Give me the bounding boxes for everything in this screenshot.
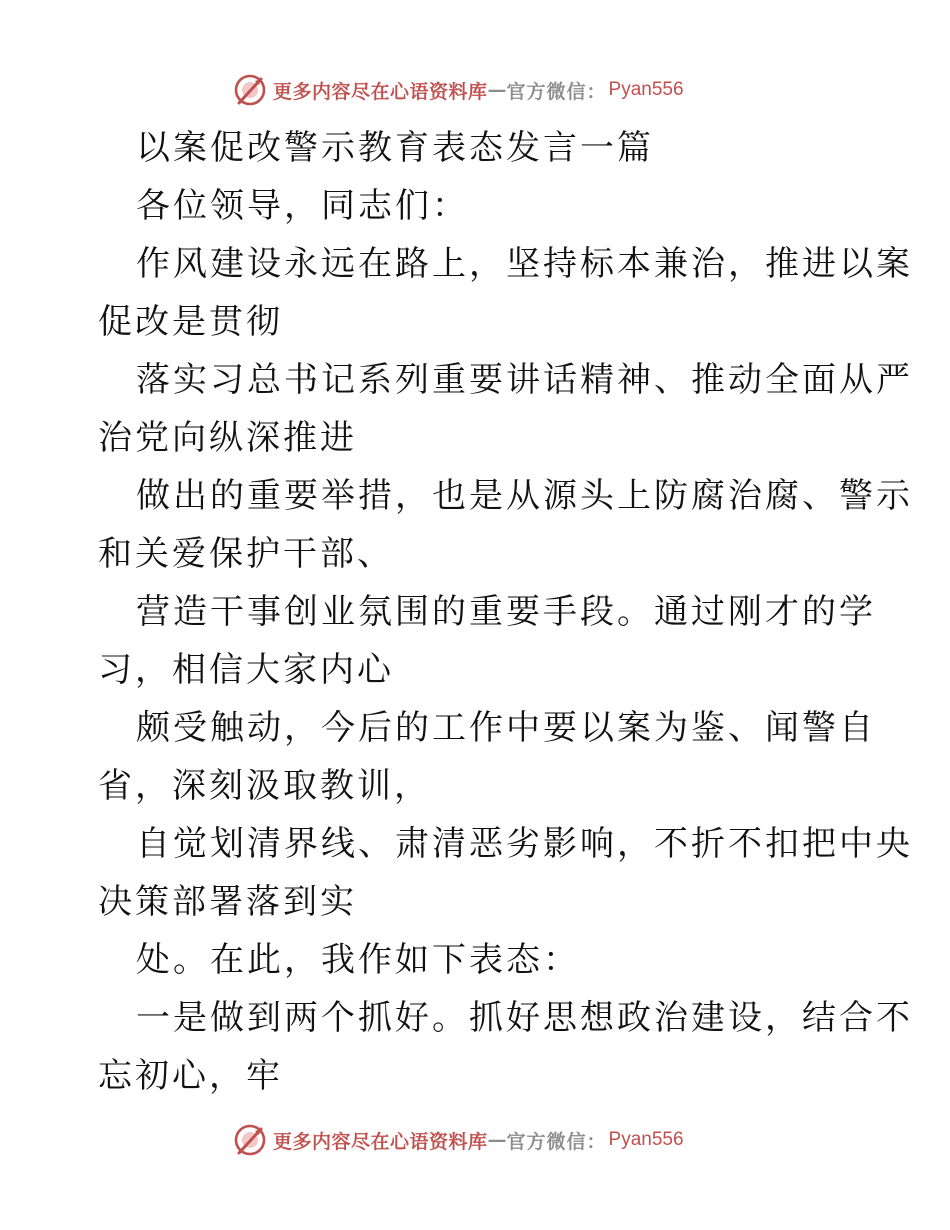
footer-watermark-banner xyxy=(233,1122,684,1158)
paragraph-6-line-2: 决策部署落到实 xyxy=(98,882,357,922)
salutation: 各位领导，同志们： xyxy=(136,186,469,226)
paragraph-4-line-1: 营造干事创业氛围的重要手段。通过刚才的学 xyxy=(136,592,876,632)
brand-logo-icon xyxy=(233,73,267,107)
paragraph-5-line-1: 颇受触动，今后的工作中要以案为鉴、闻警自 xyxy=(136,708,876,748)
paragraph-1-line-1: 作风建设永远在路上，坚持标本兼治，推进以案 xyxy=(136,244,913,284)
paragraph-8-line-1: 一是做到两个抓好。抓好思想政治建设，结合不 xyxy=(136,998,913,1038)
banner-wechat-id: Pyan556 xyxy=(608,79,684,100)
banner-site-text: 更多内容尽在心语资料库 xyxy=(273,1130,488,1153)
paragraph-7-line-1: 处。在此，我作如下表态： xyxy=(136,940,580,980)
paragraph-2-line-1: 落实习总书记系列重要讲话精神、推动全面从严 xyxy=(136,360,913,400)
banner-site-text: 更多内容尽在心语资料库 xyxy=(273,80,488,103)
paragraph-8-line-2: 忘初心，牢 xyxy=(98,1056,283,1096)
paragraph-2-line-2: 治党向纵深推进 xyxy=(98,418,357,458)
paragraph-6-line-1: 自觉划清界线、肃清恶劣影响，不折不扣把中央 xyxy=(136,824,913,864)
banner-wechat-id: Pyan556 xyxy=(608,1129,684,1150)
paragraph-3-line-1: 做出的重要举措，也是从源头上防腐治腐、警示 xyxy=(136,476,913,516)
document-title: 以案促改警示教育表态发言一篇 xyxy=(136,128,654,168)
banner-official-label: 官方微信： xyxy=(506,1130,607,1153)
banner-official-label: 官方微信： xyxy=(506,80,607,103)
banner-dash: — xyxy=(487,1129,507,1151)
paragraph-5-line-2: 省，深刻汲取教训， xyxy=(98,766,431,806)
paragraph-1-line-2: 促改是贯彻 xyxy=(98,302,283,342)
paragraph-4-line-2: 习，相信大家内心 xyxy=(98,650,394,690)
brand-logo-icon xyxy=(233,1123,267,1157)
header-watermark-banner xyxy=(233,72,684,108)
banner-dash: — xyxy=(487,79,507,101)
paragraph-3-line-2: 和关爱保护干部、 xyxy=(98,534,394,574)
